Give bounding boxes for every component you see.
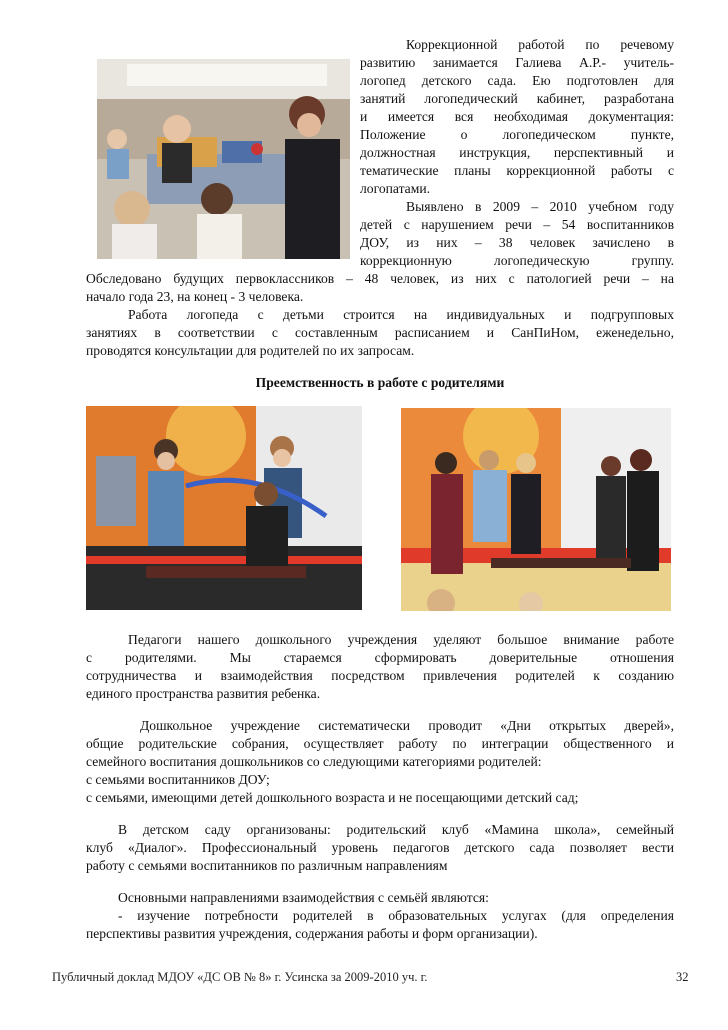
intro-line: тематические планы коррекционной работы с [360,163,674,178]
body-line: с семьями, имеющими детей дошкольного возраста и не посещающими детский сад; [86,790,579,805]
intro-line: логопатами. [360,181,430,196]
page-number: 32 [676,970,689,984]
section-heading: Преемственность в работе с родителями [255,375,505,390]
body-line: перспективы развития учреждения, содержания работы и форм организации). [86,926,538,941]
body-line: проводятся консультации для родителей по их запросам. [86,343,415,358]
body-line: работу с семьями воспитанников по различным направлениям [86,858,448,873]
photo-parents-event-right [401,408,671,611]
intro-line: ДОУ, из них – 38 человек зачислено в [360,235,674,250]
photo-speech-therapy-class [97,59,350,259]
body-line: сотрудничества и взаимодействия посредством привлечения родителей к созданию [86,668,674,683]
body-line: единого пространства развития ребенка. [86,686,321,701]
footer-text: Публичный доклад МДОУ «ДС ОВ № 8» г. Усинска за 2009-2010 уч. г. [52,970,428,984]
body-line: семейного воспитания дошкольников со следующими категориями родителей: [86,754,542,769]
photo-parents-event-left [86,406,362,610]
body-line: Дошкольное учреждение систематически проводит «Дни открытых дверей», [140,718,674,733]
intro-line: должностная инструкция, перспективный и [360,145,674,160]
body-line: клуб «Диалог». Профессиональный уровень педагогов детского сада позволяет вести [86,840,674,855]
body-line: Педагоги нашего дошкольного учреждения уделяют большое внимание работе [128,632,674,647]
intro-line: и имеется вся необходимая документация: [360,109,674,124]
body-line: занятиях в соответствии с составленным расписанием и СанПиНом, еженедельно, [86,325,674,340]
body-line: с семьями воспитанников ДОУ; [86,772,270,787]
body-line: - изучение потребности родителей в образовательных услугах (для определения [118,908,674,923]
body-line: В детском саду организованы: родительский клуб «Мамина школа», семейный [118,822,674,837]
intro-line: Коррекционной работой по речевому [406,37,674,52]
intro-line: развитию занимается Галиева А.Р.- учитель- [360,55,674,70]
body-line: Обследовано будущих первоклассников – 48 человек, из них с патологией речи – на [86,271,674,286]
intro-line: коррекционную логопедическую группу. [360,253,674,268]
body-line: начало года 23, на конец - 3 человека. [86,289,304,304]
body-line: с родителями. Мы стараемся сформировать доверительные отношения [86,650,674,665]
body-line: общие родительские собрания, осуществляет работу по интеграции общественного и [86,736,674,751]
body-line: Основными направлениями взаимодействия с семьёй являются: [118,890,489,905]
intro-line: Положение о логопедическом пункте, [360,127,674,142]
intro-line: занятий логопедический кабинет, разработана [360,91,674,106]
intro-line: детей с нарушением речи – 54 воспитанников [360,217,674,232]
body-line: Работа логопеда с детьми строится на индивидуальных и подгрупповых [128,307,674,322]
intro-line: Выявлено в 2009 – 2010 учебном году [406,199,674,214]
intro-line: логопед детского сада. Ею подготовлен для [360,73,674,88]
